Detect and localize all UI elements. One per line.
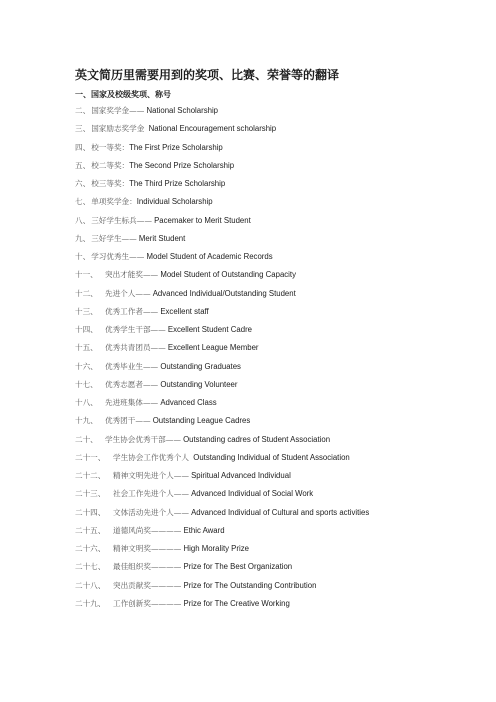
item-number: 十六、 bbox=[75, 361, 98, 371]
item-english-label: Outstanding cadres of Student Association bbox=[180, 434, 331, 444]
item-chinese-label: 优秀团干—— bbox=[105, 416, 151, 426]
list-item bbox=[75, 526, 485, 544]
item-number: 二十五、 bbox=[75, 525, 106, 535]
item-number: 二十一、 bbox=[75, 452, 106, 462]
item-english-label: Excellent staff bbox=[158, 306, 209, 316]
section-heading: 一、国家及校级奖项、称号 bbox=[75, 89, 171, 99]
item-number: 二、 bbox=[75, 106, 91, 115]
item-english-label: Ethic Award bbox=[181, 525, 225, 535]
item-english-label: Outstanding Individual of Student Association bbox=[188, 452, 350, 462]
list-item bbox=[75, 143, 485, 161]
item-english-label: Prize for The Creative Working bbox=[181, 598, 290, 608]
item-english-label: Advanced Individual of Social Work bbox=[188, 489, 314, 499]
item-english-label: Advanced Class bbox=[158, 398, 217, 407]
item-number: 二十三、 bbox=[75, 489, 106, 499]
list-item bbox=[75, 508, 485, 526]
item-number: 九、 bbox=[75, 233, 91, 243]
item-english-label: Model Student of Outstanding Capacity bbox=[158, 270, 296, 280]
item-chinese-label: 道德风尚奖———— bbox=[113, 525, 182, 535]
list-item bbox=[75, 398, 485, 416]
item-chinese-label: 优秀学生干部—— bbox=[105, 325, 166, 334]
item-chinese-label: 国家励志奖学金 bbox=[91, 124, 145, 134]
list-item bbox=[75, 362, 485, 380]
item-english-label: Model Student of Academic Records bbox=[144, 252, 273, 261]
item-chinese-label: 先进个人—— bbox=[105, 288, 151, 298]
list-item bbox=[75, 581, 485, 599]
item-chinese-label: 突出贡献奖———— bbox=[113, 580, 182, 590]
item-number: 二十九、 bbox=[75, 598, 106, 608]
item-english-label: The Second Prize Scholarship bbox=[129, 160, 235, 170]
item-number: 十八、 bbox=[75, 398, 98, 407]
list-item bbox=[75, 234, 485, 252]
item-chinese-label: 校一等奖： bbox=[91, 142, 130, 152]
list-item bbox=[75, 197, 485, 215]
list-item bbox=[75, 343, 485, 361]
item-number: 十一、 bbox=[75, 270, 98, 280]
item-chinese-label: 社会工作先进个人—— bbox=[113, 489, 189, 499]
item-number: 十五、 bbox=[75, 343, 98, 353]
list-item bbox=[75, 325, 485, 343]
list-item bbox=[75, 435, 485, 453]
list-item bbox=[75, 453, 485, 471]
item-english-label: Merit Student bbox=[136, 233, 186, 243]
item-number: 六、 bbox=[75, 179, 91, 188]
item-chinese-label: 单项奖学金： bbox=[91, 197, 137, 207]
item-number: 二十二、 bbox=[75, 471, 106, 480]
list-item bbox=[75, 106, 485, 124]
item-chinese-label: 优秀共青团员—— bbox=[105, 343, 166, 353]
list-item bbox=[75, 252, 485, 270]
item-chinese-label: 三好学生标兵—— bbox=[91, 215, 152, 225]
list-item bbox=[75, 562, 485, 580]
item-english-label: Excellent Student Cadre bbox=[165, 325, 252, 334]
item-number: 五、 bbox=[75, 160, 91, 170]
item-chinese-label: 优秀志愿者—— bbox=[105, 379, 159, 389]
item-english-label: National Scholarship bbox=[144, 106, 219, 115]
item-number: 十二、 bbox=[75, 288, 98, 298]
item-english-label: Excellent League Member bbox=[165, 343, 259, 353]
item-chinese-label: 学习优秀生—— bbox=[91, 252, 145, 261]
item-chinese-label: 三好学生—— bbox=[91, 233, 137, 243]
item-number: 十四、 bbox=[75, 325, 98, 334]
item-english-label: Outstanding League Cadres bbox=[150, 416, 251, 426]
list-item bbox=[75, 270, 485, 288]
item-number: 十七、 bbox=[75, 379, 98, 389]
item-chinese-label: 文体活动先进个人—— bbox=[113, 507, 189, 517]
item-number: 二十八、 bbox=[75, 580, 106, 590]
document-title: 英文简历里需要用到的奖项、比赛、荣誉等的翻译 bbox=[75, 68, 340, 82]
award-list bbox=[75, 106, 485, 617]
list-item bbox=[75, 416, 485, 434]
item-number: 二十七、 bbox=[75, 562, 106, 572]
item-number: 八、 bbox=[75, 215, 91, 225]
list-item bbox=[75, 307, 485, 325]
item-number: 十、 bbox=[75, 252, 91, 261]
list-item bbox=[75, 179, 485, 197]
item-number: 四、 bbox=[75, 142, 91, 152]
item-chinese-label: 优秀工作者—— bbox=[105, 306, 159, 316]
item-chinese-label: 精神文明奖———— bbox=[113, 544, 182, 553]
item-english-label: Pacemaker to Merit Student bbox=[151, 215, 251, 225]
item-chinese-label: 优秀毕业生—— bbox=[105, 361, 159, 371]
item-chinese-label: 精神文明先进个人—— bbox=[113, 471, 189, 480]
list-item bbox=[75, 471, 485, 489]
item-chinese-label: 先进班集体—— bbox=[105, 398, 159, 407]
item-english-label: High Morality Prize bbox=[181, 544, 249, 553]
list-item bbox=[75, 216, 485, 234]
list-item bbox=[75, 161, 485, 179]
item-english-label: Outstanding Volunteer bbox=[158, 379, 238, 389]
item-number: 十九、 bbox=[75, 416, 98, 426]
item-chinese-label: 突出才能奖—— bbox=[105, 270, 159, 280]
item-number: 三、 bbox=[75, 124, 91, 134]
item-english-label: Advanced Individual of Cultural and sports activities bbox=[188, 507, 370, 517]
item-number: 二十四、 bbox=[75, 507, 106, 517]
item-chinese-label: 国家奖学金—— bbox=[91, 106, 145, 115]
item-english-label: Prize for The Best Organization bbox=[181, 562, 293, 572]
item-english-label: Advanced Individual/Outstanding Student bbox=[150, 288, 296, 298]
item-chinese-label: 学生协会工作优秀个人 bbox=[113, 452, 189, 462]
item-chinese-label: 工作创新奖———— bbox=[113, 598, 182, 608]
item-english-label: Spiritual Advanced Individual bbox=[188, 471, 291, 480]
list-item bbox=[75, 289, 485, 307]
list-item bbox=[75, 124, 485, 142]
item-english-label: The First Prize Scholarship bbox=[129, 142, 223, 152]
list-item bbox=[75, 544, 485, 562]
item-chinese-label: 校三等奖： bbox=[91, 179, 130, 188]
list-item bbox=[75, 489, 485, 507]
item-chinese-label: 学生协会优秀干部—— bbox=[105, 434, 181, 444]
item-number: 二十六、 bbox=[75, 544, 106, 553]
item-english-label: Outstanding Graduates bbox=[158, 361, 241, 371]
item-english-label: Individual Scholarship bbox=[136, 197, 213, 207]
list-item bbox=[75, 380, 485, 398]
list-item bbox=[75, 599, 485, 617]
item-english-label: Prize for The Outstanding Contribution bbox=[181, 580, 317, 590]
item-chinese-label: 最佳组织奖———— bbox=[113, 562, 182, 572]
item-english-label: National Encouragement scholarship bbox=[144, 124, 277, 134]
item-chinese-label: 校二等奖： bbox=[91, 160, 130, 170]
item-number: 七、 bbox=[75, 197, 91, 207]
item-english-label: The Third Prize Scholarship bbox=[129, 179, 226, 188]
item-number: 二十、 bbox=[75, 434, 98, 444]
item-number: 十三、 bbox=[75, 306, 98, 316]
